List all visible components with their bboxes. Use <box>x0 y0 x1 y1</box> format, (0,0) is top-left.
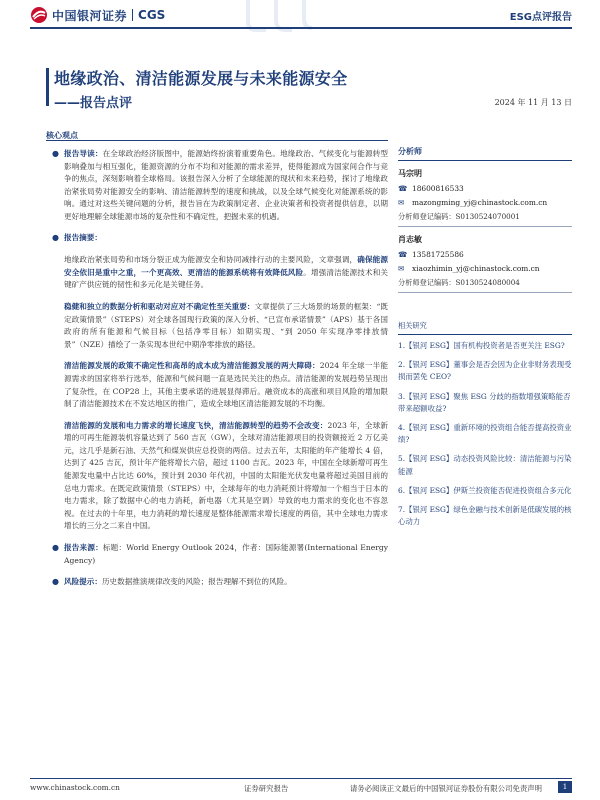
footer-doc-type: 证券研究报告 <box>244 784 289 793</box>
highlight-lead: 清洁能源发展的政策不确定性和高昂的成本成为清洁能源发展的两大障碍： <box>64 361 320 371</box>
main-content <box>46 146 388 589</box>
analyst-email-row <box>398 198 572 207</box>
related-research-list <box>398 340 572 528</box>
page-subtitle: ——报告点评 <box>54 96 133 111</box>
report-type-label: ESG点评报告 <box>509 12 572 23</box>
section-label: 报告来源： <box>64 543 103 553</box>
related-research-link[interactable]: 7.【银河 ESG】绿色金融与技术创新是低碳发展的核心动力 <box>398 505 572 527</box>
email-icon: ✉ <box>398 264 405 273</box>
bullet-icon: ● <box>52 543 59 553</box>
section-source <box>46 542 388 567</box>
related-research-link[interactable]: 1.【银河 ESG】国有机构投资者是否更关注 ESG? <box>398 341 565 350</box>
paragraph-text: 地缘政治紧张局势和市场分裂正成为能源安全和协同减排行动的主要风险，文章强调， <box>64 255 358 265</box>
highlight-text: 确保能源安全依旧是重中之重，一个更高效、更清洁的能源系统将有效降低风险 <box>64 255 388 277</box>
header-divider <box>30 27 572 29</box>
summary-paragraph-1 <box>46 254 388 292</box>
section-risk <box>46 576 388 589</box>
bullet-icon: ● <box>52 149 59 158</box>
related-research-heading: 相关研究 <box>398 321 572 335</box>
highlight-lead: 清洁能源的发展和电力需求的增长速度飞快，清洁能源转型的趋势不会改变： <box>64 420 328 430</box>
section-text: 在全球政治经济版图中，能源始终扮演着重要角色。地缘政治、气候变化与能源转型影响叠加与相互强化，能源资源的分布不均和对能源的需求差异，使得能源成为国家间合作与竞争的焦点，深刻影响着全球格局。该报告深入分析了全球能源的现状和未来趋势，探讨了地缘政治紧张局势对能源安全的影响、清洁能源转型的速度和挑战，以及全球气候变化对能源系统的影响。通过对这些关键问题的分析，报告旨在为政策制定者、企业决策者和投资者提供信息，以期更好地理解全球能源市场的复杂性和不确定性，把握未来的机遇。 <box>64 149 389 221</box>
analyst-phone-row <box>398 184 572 193</box>
section-summary <box>46 232 388 245</box>
page-footer <box>30 778 572 794</box>
related-research-link[interactable]: 3.【银河 ESG】聚焦 ESG 分歧的指数增强策略能否带来超额收益? <box>398 391 571 413</box>
analyst-phone: 18600816533 <box>412 184 464 193</box>
related-research-link[interactable]: 6.【银河 ESG】伊斯兰投资能否促进投资组合多元化 <box>398 485 572 495</box>
analyst-divider <box>398 226 572 227</box>
summary-paragraph-4 <box>46 420 388 533</box>
logo-divider <box>132 9 133 21</box>
galaxy-logo-icon <box>30 6 48 24</box>
title-accent-bar <box>46 68 49 106</box>
related-research-link[interactable]: 5.【银河 ESG】动态投资风险比较：清洁能源与污染能源 <box>398 454 572 476</box>
analyst-email[interactable]: xiaozhimin_yj@chinastock.com.cn <box>412 264 540 273</box>
logo-text-en: CGS <box>138 8 166 22</box>
analyst-registration: 分析师登记编码：S0130524070001 <box>398 212 520 221</box>
core-views-label: 核心观点 <box>46 131 78 140</box>
paragraph-text: 2023 年，全球新增的可再生能源装机容量达到了 560 吉瓦（GW），全球对清洁能源项目的投资额接近 2 万亿美元，这几乎是新石油、天然气和煤炭供应总投资的两倍。过去五年，太阳能的年产能增长 4 倍，达到了 425 吉瓦，预计年产能将增长六倍，超过 1100 吉瓦。2023 年，中国在全球新增可再生能源发电量中占比达 60%，预计到 2030 年代初，中国的太阳能光伏发电量将超过美国目前的总电力需求。在既定政策情景（STEPS）中，全球每年的电力消耗预计将增加一个相当于日本的电力需求，除了数据中心的电力消耗，新电器（尤其是空调）导致的电力需求的变化也不容忽视。在过去的十年里，电力消耗的增长速度是整体能源需求增长速度的两倍，其中全球电力需求增长的三分之二来自中国。 <box>64 420 388 531</box>
analyst-name: 肖志敏 <box>398 235 422 244</box>
bullet-icon: ● <box>52 232 59 242</box>
section-label: 风险提示： <box>64 577 102 587</box>
analyst-phone-row <box>398 250 572 259</box>
company-logo <box>30 6 165 24</box>
analyst-sidebar <box>398 146 572 535</box>
page-number: 1 <box>558 781 572 793</box>
highlight-lead: 稳健和独立的数据分析和驱动对应对不确定性至关重要： <box>64 301 255 311</box>
section-label: 报告摘要： <box>64 232 102 242</box>
analyst-email[interactable]: mazongming_yj@chinastock.com.cn <box>412 198 548 207</box>
footer-divider <box>30 778 572 779</box>
page-header <box>0 0 600 28</box>
footer-url[interactable]: www.chinastock.com.cn <box>30 783 120 792</box>
report-date: 2024 年 11 月 13 日 <box>494 98 572 107</box>
analyst-email-row <box>398 264 572 273</box>
paragraph-text: 2024 年全球一半能源需求的国家将举行选举，能源和气候问题一直是选民关注的热点。清洁能源的发展趋势呈现出了复杂性，在 COP28 上，其他主要承诺的进展显得滞后。融资成本的高涨和项目风险的增加限制了清洁能源技术在不发达地区的推广，造成全球地区清洁能源发展的不均衡。 <box>64 361 388 409</box>
section-intro <box>46 148 388 224</box>
related-research-link[interactable]: 4.【银河 ESG】重新环境的投资组合能否提高投资业绩? <box>398 423 572 445</box>
analyst-registration: 分析师登记编码：S0130524080004 <box>398 278 520 287</box>
logo-text-cn: 中国银河证券 <box>52 8 128 23</box>
section-label: 报告导读： <box>64 149 103 158</box>
analyst-phone: 13581725586 <box>412 250 464 259</box>
bullet-icon: ● <box>52 577 59 587</box>
analyst-divider <box>398 292 572 293</box>
footer-disclaimer: 请务必阅读正文最后的中国银河证券股份有限公司免责声明 <box>349 784 542 793</box>
page-title: 地缘政治、清洁能源发展与未来能源安全 <box>54 69 348 88</box>
phone-icon: ☎ <box>398 250 408 259</box>
paragraph-text: 。增强清洁能源技术和关键矿产供应链的韧性和多元化是关键任务。 <box>64 267 388 290</box>
summary-paragraph-3 <box>46 360 388 410</box>
analyst-heading: 分析师 <box>398 146 572 161</box>
summary-paragraph-2 <box>46 301 388 351</box>
email-icon: ✉ <box>398 198 405 207</box>
core-views-divider <box>46 140 388 141</box>
section-text: 标题：World Energy Outlook 2024，作者：国际能源署(International Energy Agency) <box>64 543 388 565</box>
phone-icon: ☎ <box>398 184 408 193</box>
analyst-name: 马宗明 <box>398 169 422 178</box>
related-research-link[interactable]: 2.【银河 ESG】董事会是否会因为企业非财务表现受损而罢免 CEO? <box>398 360 572 382</box>
section-text: 历史数据推演规律改变的风险；报告理解不到位的风险。 <box>101 577 292 587</box>
paragraph-text: 文章提供了三大场景的场景的框架：“既定政策情景”（STEPS）对全球各国现行政策的深入分析、“已宣布承诺情景”（APS）基于各国政府的所有能源和气候目标（包括净零目标）如期实现、“到 2050 年实现净零排放情景”（NZE）描绘了一条实现本世纪中期净零排放的路径。 <box>64 301 388 349</box>
